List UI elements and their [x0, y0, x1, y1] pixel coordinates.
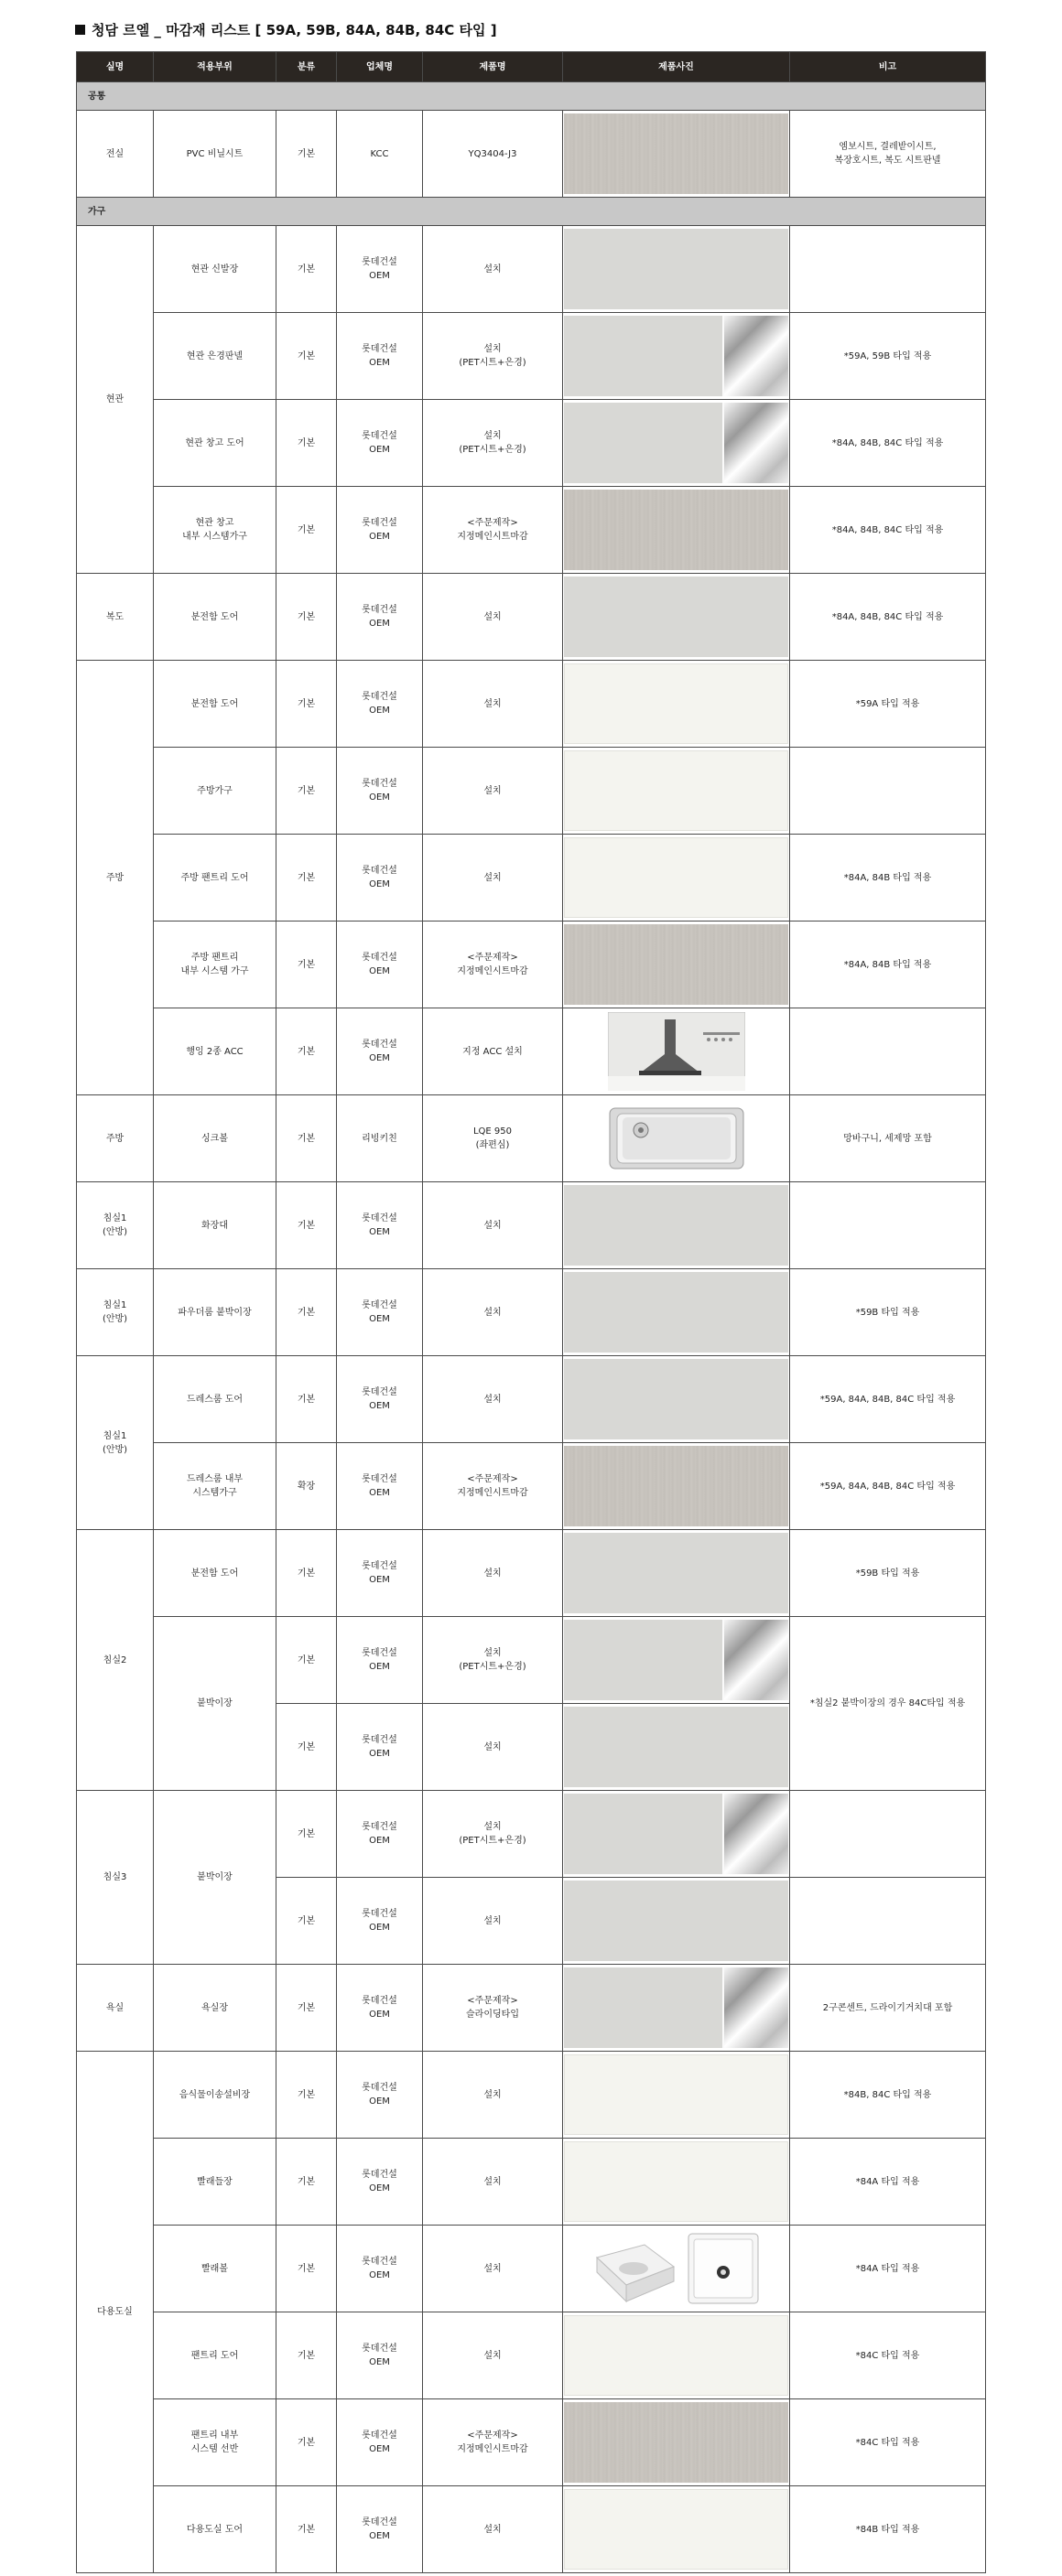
cell-photo [563, 922, 790, 1008]
cell-class: 기본 [276, 400, 337, 487]
cell-note: *침실2 붙박이장의 경우 84C타입 적용 [790, 1617, 986, 1791]
cell-part: 붙박이장 [154, 1791, 276, 1965]
sink-bowl-photo [564, 1098, 788, 1179]
table-row [77, 2399, 986, 2486]
cell-note [790, 1878, 986, 1965]
cell-note: 엠보시트, 결레받이시트, 복장호시트, 복도 시트판넬 [790, 111, 986, 198]
gray-sheet-swatch [564, 577, 788, 657]
light-sheet-swatch [564, 2054, 788, 2135]
cell-part: 빨래들장 [154, 2139, 276, 2226]
cell-class: 기본 [276, 2226, 337, 2312]
light-sheet-swatch [564, 2489, 788, 2570]
gray-sheet-swatch [564, 1707, 788, 1787]
cell-note: 2구콘센트, 드라이기거치대 포함 [790, 1965, 986, 2052]
cell-photo [563, 748, 790, 835]
cell-maker: KCC [337, 111, 423, 198]
cell-photo [563, 1617, 790, 1704]
cell-note: *84A, 84B 타입 적용 [790, 835, 986, 922]
cell-note: *84A, 84B, 84C 타입 적용 [790, 487, 986, 574]
cell-maker: 롯데건설 OEM [337, 574, 423, 661]
page-title [75, 20, 497, 39]
section-row [77, 198, 986, 226]
table-row [77, 487, 986, 574]
cell-photo [563, 1791, 790, 1878]
cell-product: 설치 [423, 2139, 563, 2226]
cell-part: 드레스룸 내부 시스템가구 [154, 1443, 276, 1530]
cell-note: *59A, 84A, 84B, 84C 타입 적용 [790, 1356, 986, 1443]
table-row [77, 1791, 986, 1878]
cell-product: 설치 [423, 661, 563, 748]
cell-room: 침실1 (안방) [77, 1356, 154, 1530]
cell-class: 기본 [276, 111, 337, 198]
cell-product: 설치 [423, 574, 563, 661]
cell-part: 분전함 도어 [154, 574, 276, 661]
table-row [77, 313, 986, 400]
cell-class: 기본 [276, 1182, 337, 1269]
sheet-mirror-swatch [564, 1620, 788, 1700]
header-part: 적용부위 [154, 52, 276, 82]
table-row [77, 1965, 986, 2052]
cell-room: 복도 [77, 574, 154, 661]
cell-product: 지정 ACC 설치 [423, 1008, 563, 1095]
cell-class: 기본 [276, 1008, 337, 1095]
mirror-panel [722, 1967, 788, 2048]
cell-photo [563, 2312, 790, 2399]
wood-sheet-swatch [564, 1446, 788, 1526]
cell-note: *59A, 84A, 84B, 84C 타입 적용 [790, 1443, 986, 1530]
cell-photo [563, 226, 790, 313]
table-row [77, 1617, 986, 1704]
cell-part: 현관 신발장 [154, 226, 276, 313]
cell-class: 기본 [276, 2399, 337, 2486]
cell-maker: 롯데건설 OEM [337, 1965, 423, 2052]
cell-photo [563, 2139, 790, 2226]
cell-photo [563, 661, 790, 748]
cell-room: 전실 [77, 111, 154, 198]
cell-room: 침실2 [77, 1530, 154, 1791]
laundry-bowl-photo [564, 2228, 788, 2309]
cell-maker: 롯데건설 OEM [337, 313, 423, 400]
cell-part: 싱크볼 [154, 1095, 276, 1182]
cell-part: 드레스룸 도어 [154, 1356, 276, 1443]
table-row [77, 1530, 986, 1617]
cell-room: 욕실 [77, 1965, 154, 2052]
sheet-mirror-swatch [564, 403, 788, 483]
table-row [77, 111, 986, 198]
cell-class: 기본 [276, 2312, 337, 2399]
cell-class: 기본 [276, 1356, 337, 1443]
cell-note [790, 1791, 986, 1878]
cell-class: 기본 [276, 226, 337, 313]
mirror-panel [722, 403, 788, 483]
section-common: 공통 [77, 82, 986, 111]
table-row [77, 835, 986, 922]
cell-photo [563, 1095, 790, 1182]
cell-product: <주문제작> 지정메인시트마감 [423, 487, 563, 574]
cell-maker: 롯데건설 OEM [337, 1443, 423, 1530]
header-room: 실명 [77, 52, 154, 82]
cell-note: *59A 타입 적용 [790, 661, 986, 748]
cell-photo [563, 2399, 790, 2486]
cell-maker: 롯데건설 OEM [337, 922, 423, 1008]
square-bullet-icon [75, 25, 85, 35]
cell-photo [563, 1269, 790, 1356]
cell-class: 기본 [276, 835, 337, 922]
cell-class: 기본 [276, 1269, 337, 1356]
cell-part: 현관 창고 내부 시스템가구 [154, 487, 276, 574]
cell-part: 주방 팬트리 도어 [154, 835, 276, 922]
cell-maker: 롯데건설 OEM [337, 2312, 423, 2399]
table-row [77, 1356, 986, 1443]
sheet-mirror-swatch [564, 1967, 788, 2048]
cell-note: *59B 타입 적용 [790, 1530, 986, 1617]
cell-class: 기본 [276, 1965, 337, 2052]
cell-product: 설치 [423, 2226, 563, 2312]
cell-note: *84A, 84B, 84C 타입 적용 [790, 574, 986, 661]
cell-photo [563, 2486, 790, 2573]
cell-product: 설치 (PET시트+은경) [423, 400, 563, 487]
cell-maker: 롯데건설 OEM [337, 487, 423, 574]
cell-product: 설치 [423, 1182, 563, 1269]
header-maker: 업체명 [337, 52, 423, 82]
cell-note [790, 748, 986, 835]
cell-maker: 롯데건설 OEM [337, 1182, 423, 1269]
cell-maker: 롯데건설 OEM [337, 1878, 423, 1965]
sheet-mirror-swatch [564, 316, 788, 396]
sheet-mirror-swatch [564, 1794, 788, 1874]
header-class: 분류 [276, 52, 337, 82]
cell-note [790, 1182, 986, 1269]
cell-part: 현관 창고 도어 [154, 400, 276, 487]
laundry-bowl-illustration [590, 2230, 764, 2307]
cell-photo [563, 1704, 790, 1791]
cell-photo [563, 1182, 790, 1269]
cell-note: *84C 타입 적용 [790, 2312, 986, 2399]
cell-part: 팬트리 도어 [154, 2312, 276, 2399]
gray-sheet-swatch [564, 1881, 788, 1961]
mirror-panel [722, 1620, 788, 1700]
cell-product: 설치 (PET시트+은경) [423, 313, 563, 400]
cell-product: 설치 [423, 226, 563, 313]
cell-photo [563, 1443, 790, 1530]
light-sheet-swatch [564, 750, 788, 831]
table-row [77, 2486, 986, 2573]
cell-class: 기본 [276, 313, 337, 400]
cell-class: 기본 [276, 2486, 337, 2573]
cell-note: *84A, 84B 타입 적용 [790, 922, 986, 1008]
section-furniture: 가구 [77, 198, 986, 226]
table-row [77, 661, 986, 748]
cell-room: 현관 [77, 226, 154, 574]
cell-product: 설치 [423, 2486, 563, 2573]
table-row [77, 1182, 986, 1269]
light-sheet-swatch [564, 2141, 788, 2222]
cell-room: 다용도실 [77, 2052, 154, 2573]
cell-class: 기본 [276, 2052, 337, 2139]
table-header-row [77, 52, 986, 82]
table-row [77, 2052, 986, 2139]
cell-room: 주방 [77, 661, 154, 1095]
table-row [77, 2312, 986, 2399]
cell-note: *59A, 59B 타입 적용 [790, 313, 986, 400]
cell-photo [563, 111, 790, 198]
table-row [77, 1095, 986, 1182]
cell-class: 기본 [276, 2139, 337, 2226]
cell-part: 다용도실 도어 [154, 2486, 276, 2573]
cell-class: 기본 [276, 922, 337, 1008]
cell-photo [563, 1965, 790, 2052]
cell-maker: 롯데건설 OEM [337, 1356, 423, 1443]
cell-class: 기본 [276, 1704, 337, 1791]
cell-photo [563, 400, 790, 487]
cell-photo [563, 1008, 790, 1095]
cell-note: 망바구니, 세제망 포함 [790, 1095, 986, 1182]
cell-product: 설치 [423, 835, 563, 922]
cell-note [790, 226, 986, 313]
gray-sheet-swatch [564, 229, 788, 309]
cell-photo [563, 1530, 790, 1617]
table-row [77, 1008, 986, 1095]
cell-part: 음식물이송설비장 [154, 2052, 276, 2139]
table-row [77, 748, 986, 835]
cell-maker: 롯데건설 OEM [337, 835, 423, 922]
light-sheet-swatch [564, 663, 788, 744]
table-row [77, 922, 986, 1008]
cell-product: 설치 [423, 1530, 563, 1617]
header-photo: 제품사진 [563, 52, 790, 82]
cell-product: 설치 [423, 1878, 563, 1965]
cell-class: 기본 [276, 1530, 337, 1617]
range-hood-illustration [608, 1012, 745, 1091]
gray-sheet-swatch [564, 1359, 788, 1439]
cell-maker: 롯데건설 OEM [337, 2052, 423, 2139]
header-product: 제품명 [423, 52, 563, 82]
table-row [77, 2226, 986, 2312]
cell-product: YQ3404-J3 [423, 111, 563, 198]
light-sheet-swatch [564, 837, 788, 918]
wood-sheet-swatch [564, 924, 788, 1005]
hanging-acc-photo [564, 1011, 788, 1092]
cell-note: *84A 타입 적용 [790, 2226, 986, 2312]
cell-product: <주문제작> 지정메인시트마감 [423, 1443, 563, 1530]
cell-class: 기본 [276, 1791, 337, 1878]
cell-part: 분전함 도어 [154, 1530, 276, 1617]
cell-part: 주방가구 [154, 748, 276, 835]
cell-class: 기본 [276, 748, 337, 835]
cell-class: 기본 [276, 487, 337, 574]
cell-class: 확장 [276, 1443, 337, 1530]
cell-part: 붙박이장 [154, 1617, 276, 1791]
cell-product: <주문제작> 지정메인시트마감 [423, 922, 563, 1008]
cell-photo [563, 835, 790, 922]
mirror-panel [722, 316, 788, 396]
cell-note [790, 1008, 986, 1095]
cell-product: 설치 [423, 1356, 563, 1443]
cell-maker: 롯데건설 OEM [337, 2399, 423, 2486]
cell-note: *84A, 84B, 84C 타입 적용 [790, 400, 986, 487]
cell-class: 기본 [276, 574, 337, 661]
cell-photo [563, 2226, 790, 2312]
cell-part: 주방 팬트리 내부 시스템 가구 [154, 922, 276, 1008]
table-row [77, 1269, 986, 1356]
cell-maker: 롯데건설 OEM [337, 1791, 423, 1878]
cell-part: 빨래볼 [154, 2226, 276, 2312]
cell-maker: 롯데건설 OEM [337, 1617, 423, 1704]
cell-part: 파우더룸 붙박이장 [154, 1269, 276, 1356]
cell-product: 설치 [423, 1269, 563, 1356]
table-row [77, 226, 986, 313]
gray-sheet-swatch [564, 1533, 788, 1613]
finish-material-table [76, 51, 986, 2573]
light-sheet-swatch [564, 2315, 788, 2396]
cell-product: 설치 (PET시트+은경) [423, 1791, 563, 1878]
cell-maker: 롯데건설 OEM [337, 2226, 423, 2312]
table-row [77, 574, 986, 661]
cell-note: *84B, 84C 타입 적용 [790, 2052, 986, 2139]
cell-class: 기본 [276, 1095, 337, 1182]
cell-maker: 롯데건설 OEM [337, 661, 423, 748]
cell-room: 침실1 (안방) [77, 1269, 154, 1356]
cell-part: 욕실장 [154, 1965, 276, 2052]
table-row [77, 2139, 986, 2226]
cell-note: *84C 타입 적용 [790, 2399, 986, 2486]
cell-part: PVC 비닐시트 [154, 111, 276, 198]
wood-sheet-swatch [564, 113, 788, 194]
cell-class: 기본 [276, 661, 337, 748]
cell-maker: 롯데건설 OEM [337, 1269, 423, 1356]
section-row [77, 82, 986, 111]
cell-class: 기본 [276, 1878, 337, 1965]
cell-part: 팬트리 내부 시스템 선반 [154, 2399, 276, 2486]
cell-maker: 롯데건설 OEM [337, 2139, 423, 2226]
cell-photo [563, 313, 790, 400]
cell-room: 침실1 (안방) [77, 1182, 154, 1269]
wood-sheet-swatch [564, 2402, 788, 2483]
mirror-panel [722, 1794, 788, 1874]
gray-sheet-swatch [564, 1272, 788, 1353]
cell-photo [563, 1878, 790, 1965]
cell-maker: 롯데건설 OEM [337, 226, 423, 313]
cell-part: 분전함 도어 [154, 661, 276, 748]
cell-photo [563, 574, 790, 661]
cell-product: LQE 950 (좌편심) [423, 1095, 563, 1182]
cell-maker: 롯데건설 OEM [337, 1530, 423, 1617]
cell-product: 설치 [423, 748, 563, 835]
cell-room: 침실3 [77, 1791, 154, 1965]
cell-maker: 리빙키친 [337, 1095, 423, 1182]
cell-note: *59B 타입 적용 [790, 1269, 986, 1356]
cell-product: 설치 [423, 2052, 563, 2139]
gray-sheet-swatch [564, 1185, 788, 1266]
table-row [77, 400, 986, 487]
cell-class: 기본 [276, 1617, 337, 1704]
cell-room: 주방 [77, 1095, 154, 1182]
cell-maker: 롯데건설 OEM [337, 2486, 423, 2573]
cell-part: 현관 은경판넬 [154, 313, 276, 400]
table-row [77, 1443, 986, 1530]
wood-sheet-swatch [564, 490, 788, 570]
cell-product: <주문제작> 지정메인시트마감 [423, 2399, 563, 2486]
cell-photo [563, 2052, 790, 2139]
cell-maker: 롯데건설 OEM [337, 1008, 423, 1095]
cell-product: 설치 (PET시트+은경) [423, 1617, 563, 1704]
sink-bowl-illustration [608, 1105, 745, 1172]
cell-maker: 롯데건설 OEM [337, 1704, 423, 1791]
cell-maker: 롯데건설 OEM [337, 748, 423, 835]
cell-product: 설치 [423, 2312, 563, 2399]
cell-note: *84B 타입 적용 [790, 2486, 986, 2573]
page-title-text: 청담 르엘 _ 마감재 리스트 [ 59A, 59B, 84A, 84B, 84C 타입 ] [92, 22, 497, 38]
cell-note: *84A 타입 적용 [790, 2139, 986, 2226]
cell-photo [563, 1356, 790, 1443]
cell-product: <주문제작> 슬라이딩타입 [423, 1965, 563, 2052]
cell-maker: 롯데건설 OEM [337, 400, 423, 487]
cell-part: 행잉 2종 ACC [154, 1008, 276, 1095]
cell-product: 설치 [423, 1704, 563, 1791]
cell-part: 화장대 [154, 1182, 276, 1269]
cell-photo [563, 487, 790, 574]
header-note: 비고 [790, 52, 986, 82]
